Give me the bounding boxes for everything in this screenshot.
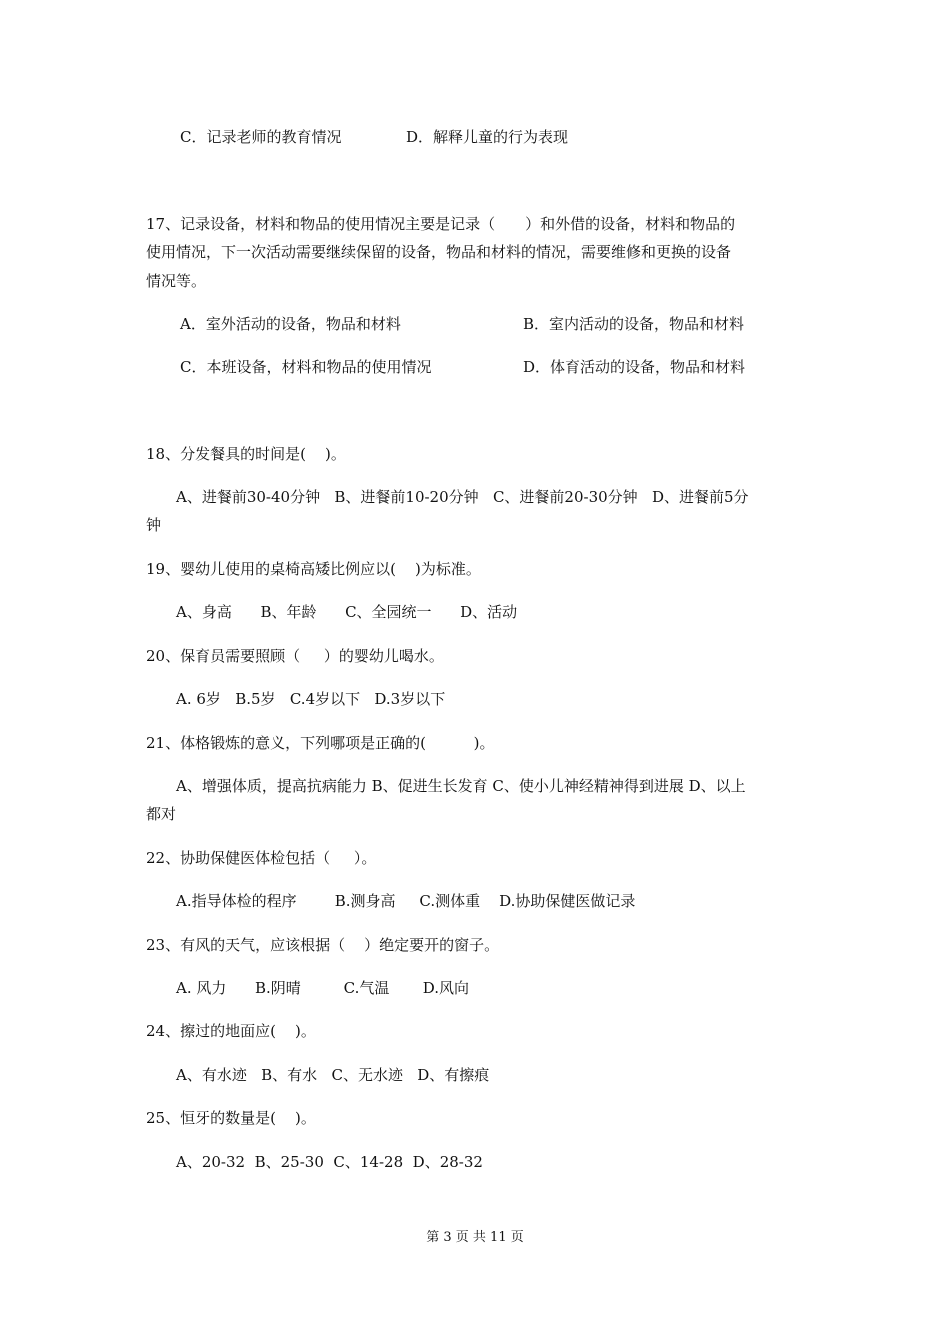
q19-stem: 19、婴幼儿使用的桌椅高矮比例应以( )为标准。 — [146, 560, 481, 578]
q24-options: A、有水迹 B、有水 C、无水迹 D、有擦痕 — [176, 1066, 490, 1084]
q20-options: A. 6岁 B.5岁 C.4岁以下 D.3岁以下 — [176, 690, 446, 708]
q21-options-continued: 都对 — [146, 805, 177, 823]
q25-stem: 25、恒牙的数量是( )。 — [146, 1109, 316, 1127]
q17-stem-line-3: 情况等。 — [146, 272, 207, 290]
q23-options: A. 风力 B.阴晴 C.气温 D.风向 — [176, 979, 470, 997]
q16-option-d: D．解释儿童的行为表现 — [406, 128, 569, 146]
q17-option-c: C．本班设备，材料和物品的使用情况 — [180, 358, 432, 376]
q21-options: A、增强体质，提高抗病能力 B、促进生长发育 C、使小儿神经精神得到进展 D、以上 — [176, 777, 746, 795]
q18-stem: 18、分发餐具的时间是( )。 — [146, 445, 346, 463]
q19-options: A、身高 B、年龄 C、全园统一 D、活动 — [176, 603, 518, 621]
q24-stem: 24、擦过的地面应( )。 — [146, 1022, 316, 1040]
q23-stem: 23、有风的天气，应该根据（ ）绝定要开的窗子。 — [146, 936, 500, 954]
q17-option-b: B．室内活动的设备，物品和材料 — [523, 315, 745, 333]
q25-options: A、20-32 B、25-30 C、14-28 D、28-32 — [176, 1153, 483, 1171]
q17-option-a: A．室外活动的设备，物品和材料 — [180, 315, 401, 333]
q16-option-c: C．记录老师的教育情况 — [180, 128, 342, 146]
q18-options: A、进餐前30-40分钟 B、进餐前10-20分钟 C、进餐前20-30分钟 D、进餐前5分 — [176, 488, 749, 506]
q21-stem: 21、体格锻炼的意义，下列哪项是正确的( )。 — [146, 734, 495, 752]
q17-stem-line-2: 使用情况，下一次活动需要继续保留的设备，物品和材料的情况，需要维修和更换的设备 — [146, 243, 732, 261]
q20-stem: 20、保育员需要照顾（ ）的婴幼儿喝水。 — [146, 647, 444, 665]
page-number-footer: 第 3 页 共 11 页 — [426, 1230, 524, 1245]
q22-options: A.指导体检的程序 B.测身高 C.测体重 D.协助保健医做记录 — [176, 892, 636, 910]
q18-options-continued: 钟 — [146, 516, 162, 534]
q17-stem-line-1: 17、记录设备，材料和物品的使用情况主要是记录（ ）和外借的设备，材料和物品的 — [146, 215, 736, 233]
q22-stem: 22、协助保健医体检包括（ ）。 — [146, 849, 377, 867]
q17-option-d: D．体育活动的设备，物品和材料 — [523, 358, 746, 376]
